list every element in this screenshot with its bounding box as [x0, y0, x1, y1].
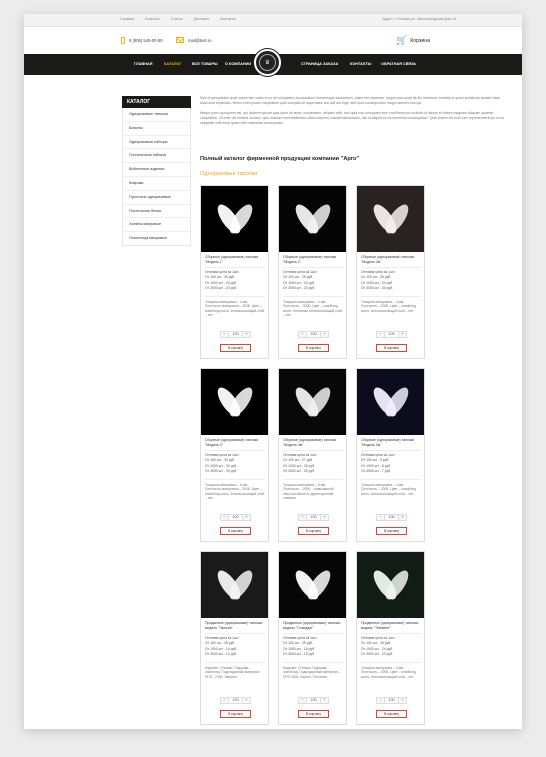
quantity-stepper[interactable] — [220, 514, 251, 521]
product-name[interactable]: Проданные (одноразовые) тапочки-модель "Эконом" — [205, 621, 264, 630]
plus-button[interactable]: + — [243, 332, 250, 337]
nav-item-feedback[interactable]: ОБРАТНАЯ СВЯЗЬ — [381, 62, 417, 66]
price-tier: От 100 шт - 9 руб. — [361, 458, 390, 463]
slipper-icon — [213, 197, 257, 241]
top-link[interactable]: Вопросы — [145, 17, 160, 21]
plus-button[interactable]: + — [399, 515, 406, 520]
price-tier: От 3000 шт - 12 руб. — [205, 652, 238, 657]
minus-button[interactable]: − — [221, 515, 228, 520]
intro-text — [200, 96, 505, 131]
nav-item-order[interactable]: СТРАНИЦА ЗАКАЗА — [301, 62, 339, 66]
catalog-subtitle: Одноразовые тапочки — [200, 171, 258, 177]
plus-button[interactable]: + — [321, 332, 328, 337]
product-name[interactable]: Проданные (одноразовые) тапочки-модель "Стандарт" — [283, 621, 342, 630]
quantity-stepper[interactable] — [220, 331, 251, 338]
intro-paragraph: Neque porro quisquam est, qui dolorem ipsum quia dolor sit amet, consectetur, adipisci velit, sed quia non numquam eius modi tempora incidunt ut labore et dolore magnam aliquam quaerat voluptatem. Ut enim ad minima veniam, quis nostrum exercitationem ullam corporis suscipit laboriosam, nisi ut aliquid ex ea commodi consequatur? Quis autem vel eum iure reprehenderit qui in ea voluptate velit esse quam nihil molestiae consequatur. — [200, 111, 504, 125]
top-link[interactable]: Контакты — [219, 17, 236, 21]
product-description: Толщина материала – 6 мм. Плотность – 200Б – повышенной износостойкости, двухсторонний ламинат. — [283, 483, 334, 501]
product-description: Толщина материала – 4 мм. Плотность – 300Б. Цвет – спанбонд кость. Антискользящий слой – нет. — [361, 300, 416, 313]
product-description: Изделие: Стельки. Подошва – спанбонд. Подкладочный материал ППЭ - 2000. Эвертон. — [205, 666, 260, 679]
price-tier: От 3000 шт - 15 руб. — [283, 652, 316, 657]
add-to-cart-button[interactable]: В корзину — [220, 344, 251, 352]
nav-item-catalog[interactable]: КАТАЛОГ — [164, 62, 182, 66]
nav-item-contacts[interactable]: КОНТАКТЫ — [350, 62, 372, 66]
quantity-input[interactable]: 100 — [384, 332, 399, 337]
product-description: Толщина материала – 4 мм. Плотность материала – 300Б. Цвет – спанбонд кость. Антискользящий слой – нет. — [205, 300, 265, 318]
product-image[interactable] — [201, 369, 268, 435]
product-image[interactable] — [201, 552, 268, 618]
product-card[interactable] — [356, 368, 425, 542]
top-link[interactable]: Справка — [120, 17, 135, 21]
add-to-cart-button[interactable]: В корзину — [298, 527, 329, 535]
price-tier: От 3000 шт - 23 руб. — [283, 286, 316, 291]
plus-button[interactable]: + — [321, 698, 328, 703]
price-list — [283, 270, 343, 292]
top-link[interactable]: Статьи — [170, 17, 183, 21]
product-image[interactable] — [201, 186, 268, 252]
plus-button[interactable]: + — [399, 698, 406, 703]
add-to-cart-button[interactable]: В корзину — [220, 527, 251, 535]
product-image[interactable] — [279, 369, 346, 435]
divider — [283, 479, 343, 480]
product-image[interactable] — [279, 552, 346, 618]
divider — [283, 296, 343, 297]
slipper-icon — [291, 380, 335, 424]
product-card[interactable] — [278, 368, 347, 542]
product-card[interactable] — [200, 551, 269, 725]
price-heading: Оптовая цена за 1шт.: — [205, 453, 240, 457]
price-list — [283, 636, 343, 658]
price-tier: От 100 шт - 25 руб. — [205, 275, 236, 280]
sidebar-heading: КАТАЛОГ — [122, 96, 191, 108]
email-address[interactable]: mail@test.ru — [188, 37, 212, 43]
price-list — [205, 636, 265, 658]
quantity-stepper[interactable] — [298, 331, 329, 338]
product-card[interactable] — [200, 185, 269, 359]
sidebar-item[interactable]: Коврики — [123, 177, 190, 191]
minus-button[interactable]: − — [377, 698, 384, 703]
price-tier: От 100 шт - 27 руб. — [283, 458, 314, 463]
product-image[interactable] — [279, 186, 346, 252]
phone-icon — [121, 37, 125, 44]
price-list — [361, 453, 421, 475]
add-to-cart-button[interactable]: В корзину — [298, 344, 329, 352]
product-card[interactable] — [356, 551, 425, 725]
sidebar-item[interactable]: Войлочные изделия — [123, 163, 190, 177]
price-list — [361, 270, 421, 292]
cart-icon: 🛒 — [396, 35, 408, 45]
slipper-icon — [369, 563, 413, 607]
price-tier: От 100 шт - 15 руб. — [205, 641, 236, 646]
price-tier: От 3000 шт - 7 руб. — [361, 469, 392, 474]
phone-contact — [121, 37, 163, 44]
add-to-cart-button[interactable]: В корзину — [298, 710, 329, 718]
plus-button[interactable]: + — [243, 698, 250, 703]
slipper-icon — [213, 563, 257, 607]
product-card[interactable] — [356, 185, 425, 359]
price-tier: От 1000 шт - 14 руб. — [205, 646, 238, 651]
quantity-stepper[interactable] — [376, 514, 407, 521]
price-list — [205, 453, 265, 475]
price-tier: От 1000 шт - 8 руб. — [361, 463, 392, 468]
quantity-stepper[interactable] — [298, 697, 329, 704]
minus-button[interactable]: − — [221, 332, 228, 337]
divider — [283, 450, 343, 451]
minus-button[interactable]: − — [299, 698, 306, 703]
divider — [361, 633, 421, 634]
product-name[interactable]: Проданные (одноразовые) тапочки-модель "Элемент" — [361, 621, 420, 630]
price-tier: От 100 шт - 25 руб. — [361, 641, 392, 646]
sidebar-item[interactable]: Постельное белье — [123, 205, 190, 219]
quantity-input[interactable]: 100 — [384, 515, 399, 520]
price-tier: От 3000 шт - 23 руб. — [361, 286, 394, 291]
slipper-icon — [369, 380, 413, 424]
quantity-input[interactable]: 100 — [384, 698, 399, 703]
sidebar-item[interactable]: Одноразовые наборы — [123, 136, 190, 150]
divider — [361, 450, 421, 451]
price-tier: От 1000 шт - 24 руб. — [205, 280, 238, 285]
slipper-icon — [291, 563, 335, 607]
add-to-cart-button[interactable]: В корзину — [220, 710, 251, 718]
nav-item-all-products[interactable]: ВСЕ ТОВАРЫ — [192, 62, 218, 66]
add-to-cart-button[interactable]: В корзину — [376, 710, 407, 718]
divider — [205, 633, 265, 634]
sidebar-item[interactable]: Халаты махровые — [123, 218, 190, 232]
divider — [205, 479, 265, 480]
price-tier: От 1000 шт - 16 руб. — [283, 646, 316, 651]
divider — [205, 662, 265, 663]
brand-logo[interactable] — [254, 49, 281, 76]
price-tier: От 3000 шт - 25 руб. — [283, 469, 316, 474]
divider — [361, 662, 421, 663]
price-heading: Оптовая цена за 1шт.: — [361, 453, 396, 457]
plus-button[interactable]: + — [243, 515, 250, 520]
divider — [283, 633, 343, 634]
price-list — [283, 453, 343, 475]
product-description: Изделие: Стелька. Подошва – спанбонд. Подкладочный материал – ППЭ 3002. Картон. Тиснение. — [283, 666, 341, 679]
price-tier: От 1000 шт - 24 руб. — [361, 280, 394, 285]
product-image[interactable] — [357, 552, 424, 618]
minus-button[interactable]: − — [221, 698, 228, 703]
price-heading: Оптовая цена за 1шт.: — [283, 453, 318, 457]
price-heading: Оптовая цена за 1шт.: — [361, 636, 396, 640]
minus-button[interactable]: − — [299, 515, 306, 520]
catalog-title: Полный каталог фирменной продукции компании "Арго" — [200, 156, 360, 162]
price-heading: Оптовая цена за 1шт.: — [205, 270, 240, 274]
sidebar-item[interactable]: Одноразовые тапочки — [123, 108, 190, 122]
quantity-input[interactable]: 100 — [228, 698, 243, 703]
divider — [361, 296, 421, 297]
price-tier: От 100 шт - 25 руб. — [361, 275, 392, 280]
price-heading: Оптовая цена за 1шт.: — [283, 636, 318, 640]
quantity-stepper[interactable] — [376, 697, 407, 704]
product-card[interactable] — [278, 551, 347, 725]
slipper-icon — [291, 197, 335, 241]
quantity-input[interactable]: 100 — [228, 515, 243, 520]
price-tier: От 1000 шт - 24 руб. — [283, 280, 316, 285]
price-list — [205, 270, 265, 292]
crown-icon: ♛ — [259, 54, 276, 71]
price-tier: От 3000 шт - 23 руб. — [205, 286, 238, 291]
quantity-stepper[interactable] — [298, 514, 329, 521]
divider — [205, 267, 265, 268]
price-tier: От 100 шт - 33 руб. — [205, 458, 236, 463]
product-name[interactable]: Сборные (одноразовые) тапочки "Модель 2м" — [361, 255, 415, 264]
price-tier: От 1000 шт - 24 руб. — [361, 646, 394, 651]
price-heading: Оптовая цена за 1шт.: — [205, 636, 240, 640]
phone-number[interactable]: 8 (905) 545-00-50 — [129, 38, 163, 43]
add-to-cart-button[interactable]: В корзину — [376, 527, 407, 535]
top-links — [120, 17, 235, 21]
minus-button[interactable]: − — [377, 515, 384, 520]
price-tier: От 1000 шт - 32 руб. — [205, 463, 238, 468]
slipper-icon — [369, 197, 413, 241]
divider — [283, 267, 343, 268]
cart-link[interactable] — [396, 36, 430, 45]
product-description: Толщина материала – 4 мм. Плотность – 300Б. Цвет – спанбонд кость. Антискользящий слой – нет. — [361, 666, 416, 679]
add-to-cart-button[interactable]: В корзину — [376, 344, 407, 352]
product-name[interactable]: Сборные (одноразовые) тапочки "Модель 4м" — [283, 438, 337, 447]
product-card[interactable] — [200, 368, 269, 542]
minus-button[interactable]: − — [377, 332, 384, 337]
quantity-stepper[interactable] — [220, 697, 251, 704]
product-description: Толщина материала – 6 мм. Плотность материала – 300Б. Цвет – спанбонд кость. Антискользящий слой – нет. — [205, 483, 265, 501]
intro-paragraph: Sed ut perspiciatis unde omnis iste natus error sit voluptatem accusantium doloremque laudantium, totam rem aperiam, eaque ipsa quae ab illo inventore veritatis et quasi architecto beatae vitae dicta sunt explicabo. Nemo enim ipsam voluptatem quia voluptas sit aspernatur aut odit aut fugit, sed quia consequuntur magni dolores eos qui. — [200, 96, 500, 105]
address-text: Адрес: г. Москва ул. Звенигородская дом 15 — [382, 17, 456, 21]
price-tier: От 100 шт - 25 руб. — [283, 641, 314, 646]
minus-button[interactable]: − — [299, 332, 306, 337]
product-description: Толщина материала – 4 мм. Плотность – 300Б. Цвет – спанбонд кость. Нетканый антискользящий слой – нет. — [283, 300, 343, 318]
product-name[interactable]: Сборные (одноразовые) тапочки "Модель 1" — [205, 255, 259, 264]
divider — [205, 296, 265, 297]
cart-label: Корзина — [410, 37, 430, 44]
nav-item-home[interactable]: ГЛАВНАЯ — [134, 62, 153, 66]
quantity-input[interactable]: 100 — [228, 332, 243, 337]
price-list — [361, 636, 421, 658]
slipper-icon — [213, 380, 257, 424]
email-contact — [176, 37, 212, 43]
plus-button[interactable]: + — [399, 332, 406, 337]
quantity-stepper[interactable] — [376, 331, 407, 338]
sidebar-item[interactable]: Бахилы — [123, 122, 190, 136]
sidebar-item[interactable]: Полотенца махровые — [129, 236, 167, 241]
nav-item-about[interactable]: О КОМПАНИИ — [225, 62, 252, 66]
product-name[interactable]: Сборные (одноразовые) тапочки "Модель 4" — [205, 438, 259, 447]
price-heading: Оптовая цена за 1шт.: — [361, 270, 396, 274]
top-bar — [24, 14, 522, 27]
sidebar-list — [122, 108, 191, 246]
product-description: Толщина материала – 4 мм. Плотность – 300Б. Цвет – спанбонд кость. Антискользящий слой – нет. — [361, 483, 416, 496]
product-card[interactable] — [278, 185, 347, 359]
top-link[interactable]: Доставка — [193, 17, 209, 21]
mail-icon — [176, 37, 184, 43]
plus-button[interactable]: + — [321, 515, 328, 520]
product-image[interactable] — [357, 369, 424, 435]
divider — [205, 450, 265, 451]
price-tier: От 1000 шт - 26 руб. — [283, 463, 316, 468]
divider — [361, 479, 421, 480]
product-name[interactable]: Сборные (одноразовые) тапочки "Модель 2" — [283, 255, 337, 264]
sidebar-item[interactable]: Гостиничные наборы — [123, 149, 190, 163]
catalog-sidebar — [122, 96, 191, 246]
page — [24, 14, 522, 729]
product-name[interactable]: Сборные (одноразовые) тапочки "Модель 2м" — [361, 438, 415, 447]
quantity-input[interactable]: 100 — [306, 698, 321, 703]
price-tier: От 100 шт - 25 руб. — [283, 275, 314, 280]
quantity-input[interactable]: 100 — [306, 515, 321, 520]
price-tier: От 3000 шт - 30 руб. — [205, 469, 238, 474]
divider — [361, 267, 421, 268]
price-heading: Оптовая цена за 1шт.: — [283, 270, 318, 274]
price-tier: От 3000 шт - 23 руб. — [361, 652, 394, 657]
sidebar-item[interactable]: Простыни одноразовые — [123, 191, 190, 205]
divider — [283, 662, 343, 663]
product-image[interactable] — [357, 186, 424, 252]
quantity-input[interactable]: 100 — [306, 332, 321, 337]
